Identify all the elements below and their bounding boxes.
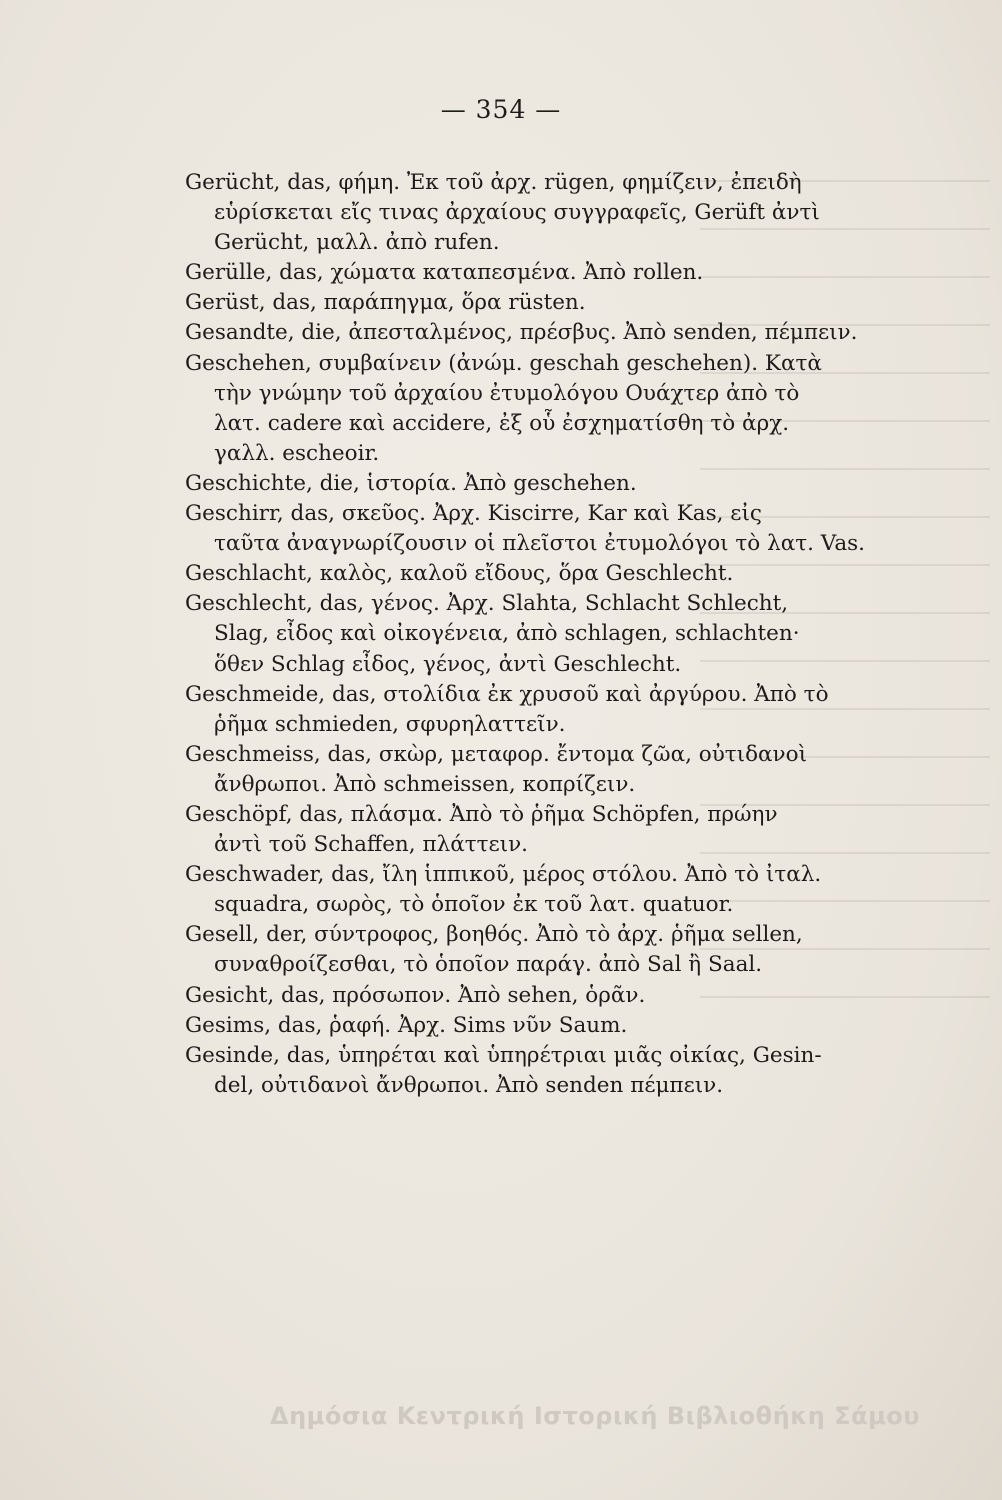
library-watermark: Δημόσια Κεντρική Ιστορική Βιβλιοθήκη Σάμου: [270, 1402, 920, 1430]
entry-headline: Geschlecht, das, γένος. Ἀρχ. Slahta, Schlacht Schlecht,: [185, 591, 789, 617]
entry-continuation-line: Slag, εἶδος καὶ οἰκογένεια, ἀπὸ schlagen, schlachten·: [214, 621, 800, 647]
dictionary-entry: [185, 680, 915, 740]
entry-headline: Gesinde, das, ὑπηρέται καὶ ὑπηρέτριαι μιᾶς οἰκίας, Gesin-: [185, 1042, 822, 1068]
entry-headline: Geschöpf, das, πλάσμα. Ἀπὸ τὸ ῥῆμα Schöpfen, πρώην: [185, 801, 778, 827]
dictionary-entry: [185, 860, 915, 920]
entry-headline: Gesims, das, ῥαφή. Ἀρχ. Sims νῦν Saum.: [185, 1012, 628, 1038]
entry-continuation-line: εὑρίσκεται εἴς τινας ἀρχαίους συγγραφεῖς, Gerüft ἀντὶ: [214, 200, 820, 226]
dictionary-entry: [185, 258, 915, 288]
dictionary-entry: [185, 920, 915, 980]
entry-headline: Gesicht, das, πρόσωπον. Ἀπὸ sehen, ὁρᾶν.: [185, 982, 646, 1008]
entry-continuation-line: γαλλ. escheoir.: [214, 440, 380, 466]
entry-continuation-line: ἄνθρωποι. Ἀπὸ schmeissen, κοπρίζειν.: [214, 771, 636, 797]
dictionary-entry: [185, 589, 915, 679]
dictionary-entry: [185, 1041, 915, 1101]
entry-continuation-line: τὴν γνώμην τοῦ ἀρχαίου ἐτυμολόγου Ουάχτερ ἀπὸ τὸ: [214, 380, 800, 406]
entry-continuation-line: ὅθεν Schlag εἶδος, γένος, ἀντὶ Geschlecht.: [214, 651, 682, 677]
entry-headline: Geschirr, das, σκεῦος. Ἀρχ. Kiscirre, Kar καὶ Kas, εἰς: [185, 501, 762, 527]
dictionary-entries: [185, 168, 915, 1101]
dictionary-entry: [185, 800, 915, 860]
entry-continuation-line: ἀντὶ τοῦ Schaffen, πλάττειν.: [214, 832, 528, 858]
dictionary-entry: [185, 469, 915, 499]
dictionary-entry: [185, 349, 915, 469]
entry-headline: Geschichte, die, ἱστορία. Ἀπὸ geschehen.: [185, 470, 637, 496]
entry-headline: Geschmeide, das, στολίδια ἐκ χρυσοῦ καὶ ἀργύρου. Ἀπὸ τὸ: [185, 681, 829, 707]
entry-continuation-line: squadra, σωρὸς, τὸ ὁποῖον ἐκ τοῦ λατ. quatuor.: [214, 892, 734, 918]
dictionary-entry: [185, 559, 915, 589]
entry-headline: Gerülle, das, χώματα καταπεσμένα. Ἀπὸ rollen.: [185, 260, 704, 286]
entry-headline: Gesell, der, σύντροφος, βοηθός. Ἀπὸ τὸ ἀρχ. ῥῆμα sellen,: [185, 922, 803, 948]
entry-headline: Geschmeiss, das, σκὼρ, μεταφορ. ἔντομα ζῶα, οὐτιδανοὶ: [185, 741, 807, 767]
entry-continuation-line: del, οὐτιδανοὶ ἄνθρωποι. Ἀπὸ senden πέμπειν.: [214, 1072, 724, 1098]
page-number: — 354 —: [440, 95, 562, 124]
entry-continuation-line: λατ. cadere καὶ accidere, ἐξ οὗ ἐσχηματίσθη τὸ ἀρχ.: [214, 410, 790, 436]
dictionary-entry: [185, 499, 915, 559]
dictionary-entry: [185, 740, 915, 800]
entry-continuation-line: Gerücht, μαλλ. ἀπὸ rufen.: [214, 230, 500, 256]
entry-headline: Geschehen, συμβαίνειν (ἀνώμ. geschah geschehen). Κατὰ: [185, 350, 822, 376]
entry-headline: Gerücht, das, φήμη. Ἐκ τοῦ ἀρχ. rügen, φημίζειν, ἐπειδὴ: [185, 170, 802, 195]
dictionary-entry: [185, 288, 915, 318]
dictionary-entry: [185, 318, 915, 348]
dictionary-entry: [185, 981, 915, 1011]
entry-continuation-line: ταῦτα ἀναγνωρίζουσιν οἱ πλεῖστοι ἐτυμολόγοι τὸ λατ. Vas.: [214, 531, 866, 557]
entry-headline: Geschwader, das, ἴλη ἱππικοῦ, μέρος στόλου. Ἀπὸ τὸ ἰταλ.: [185, 862, 822, 888]
dictionary-entry: [185, 1011, 915, 1041]
entry-headline: Gerüst, das, παράπηγμα, ὅρα rüsten.: [185, 290, 586, 316]
dictionary-entry: [185, 168, 915, 258]
entry-continuation-line: ῥῆμα schmieden, σφυρηλαττεῖν.: [214, 711, 566, 737]
entry-headline: Gesandte, die, ἀπεσταλμένος, πρέσβυς. Ἀπὸ senden, πέμπειν.: [185, 320, 858, 346]
entry-continuation-line: συναθροίζεσθαι, τὸ ὁποῖον παράγ. ἀπὸ Sal ἢ Saal.: [214, 952, 763, 978]
entry-headline: Geschlacht, καλὸς, καλοῦ εἴδους, ὅρα Geschlecht.: [185, 561, 734, 587]
